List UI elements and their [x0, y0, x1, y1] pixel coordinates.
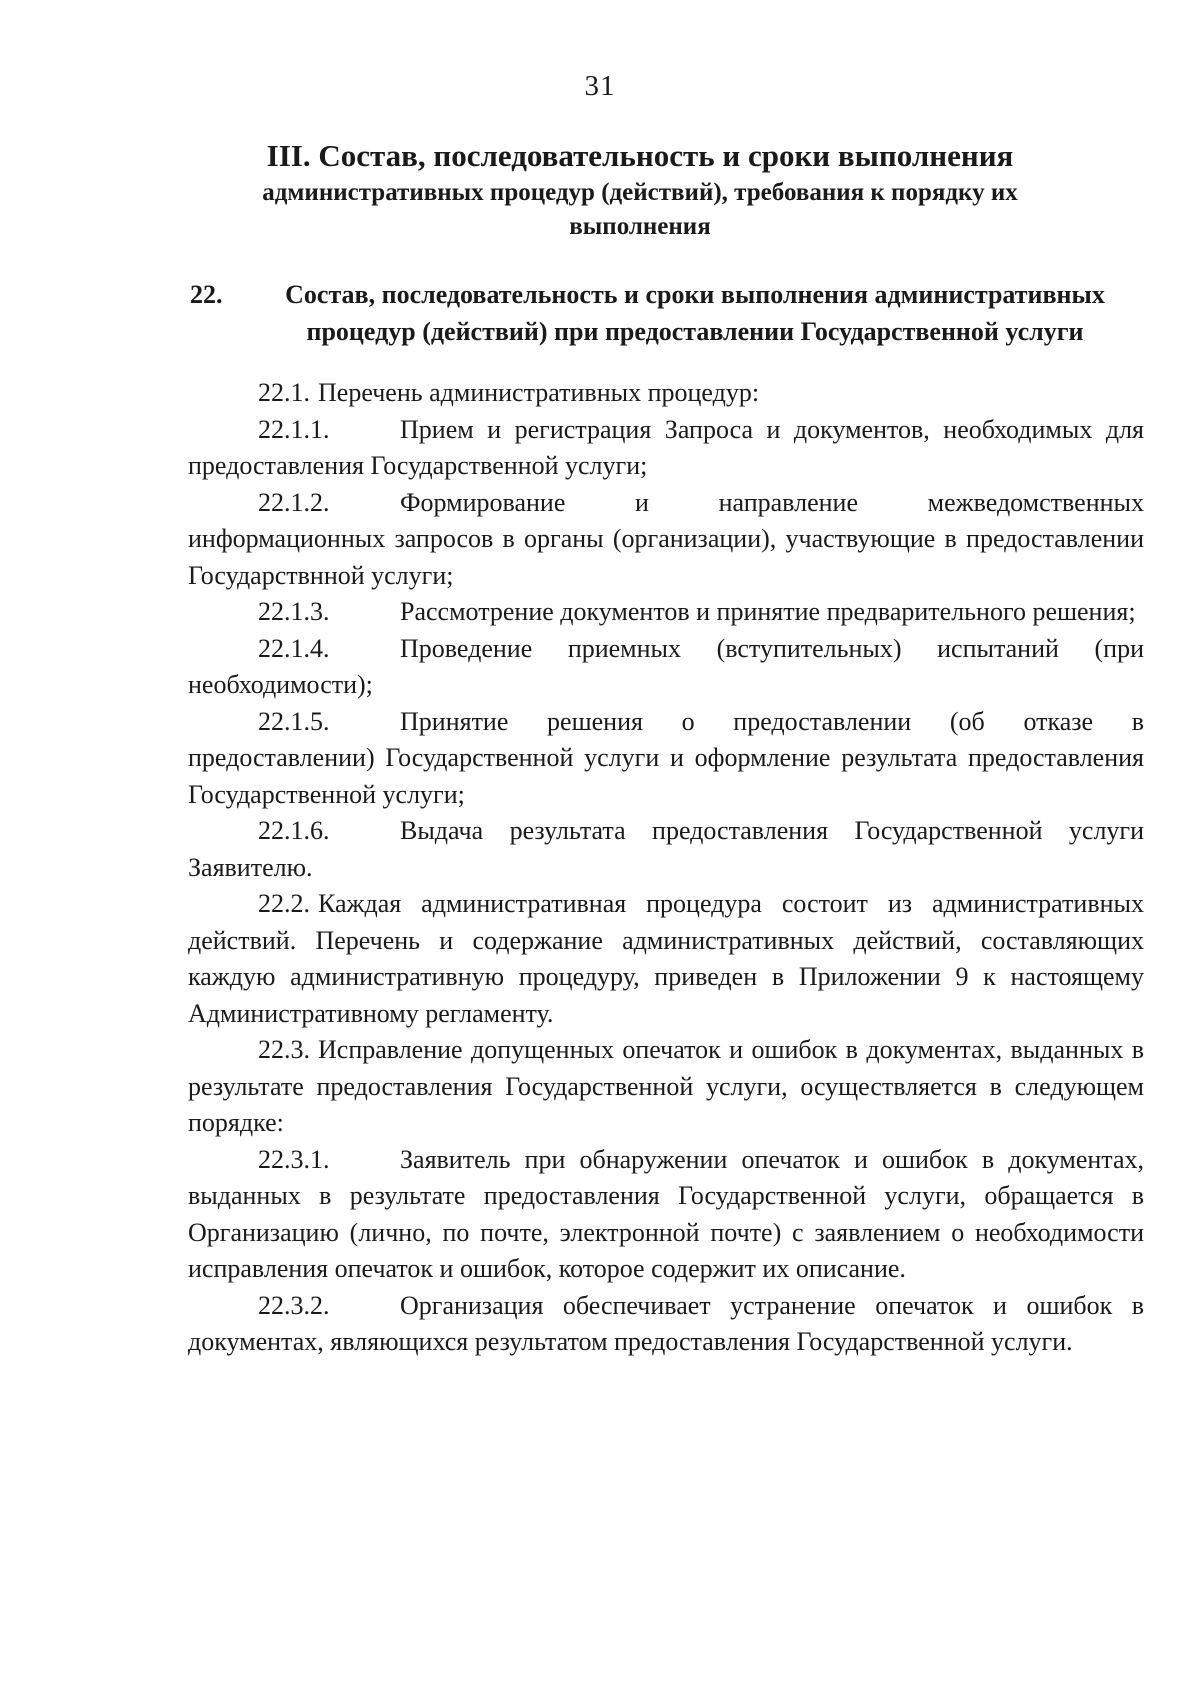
paragraph-text: Перечень административных процедур: — [318, 378, 760, 407]
section-heading-line-3: выполнения — [569, 213, 711, 240]
paragraph-text: Исправление допущенных опечаток и ошибок в документах, выданных в результате предоставления Государственной услуги, осуществляется в следующем порядке: — [188, 1035, 1144, 1137]
paragraph — [188, 886, 1144, 1032]
paragraph-text: Каждая административная процедура состоит из административных действий. Перечень и содержание административных действий, составляющих каждую административную процедуру, приведен в Приложении 9 к настоящему Административному регламенту. — [188, 889, 1144, 1028]
paragraph-number: 22.1.6. — [258, 816, 330, 845]
paragraph-number: 22.3. — [258, 1035, 310, 1064]
paragraph-number: 22.1. — [258, 378, 310, 407]
paragraph-text: Принятие решения о предоставлении (об отказе в предоставлении) Государственной услуги и оформление результата предоставления Государственной услуги; — [188, 706, 1144, 809]
paragraph — [188, 1142, 1144, 1288]
paragraph-text: Рассмотрение документов и принятие предварительного решения; — [400, 597, 1136, 626]
paragraph-number: 22.1.2. — [258, 487, 330, 517]
paragraph — [188, 485, 1144, 595]
paragraph-text: Организация обеспечивает устранение опечаток и ошибок в документах, являющихся результатом предоставления Государственной услуги. — [188, 1290, 1144, 1356]
paragraph — [188, 1288, 1144, 1361]
paragraph-number: 22.2. — [258, 889, 310, 918]
paragraph — [188, 375, 1144, 412]
paragraph-number: 22.3.2. — [258, 1290, 330, 1320]
paragraph-number: 22.1.4. — [258, 633, 330, 663]
paragraph-number: 22.1.1. — [258, 414, 330, 444]
paragraph-text: Выдача результата предоставления Государственной услуги Заявителю. — [188, 816, 1144, 882]
paragraph — [188, 594, 1144, 631]
section-heading — [180, 138, 1100, 244]
paragraph-text: Формирование и направление межведомственных информационных запросов в органы (организации), участвующие в предоставлении Государствнной услуги; — [188, 487, 1144, 590]
body-text — [188, 375, 1144, 1361]
paragraph-text: Проведение приемных (вступительных) испытаний (при необходимости); — [188, 633, 1144, 699]
paragraph-number: 22.1.3. — [258, 597, 330, 626]
page-number: 31 — [584, 70, 616, 102]
paragraph-number: 22.1.5. — [258, 706, 330, 736]
clause-heading-line-1: Состав, последовательность и сроки выполнения административных — [285, 280, 1105, 309]
paragraph — [188, 631, 1144, 704]
paragraph-number: 22.3.1. — [258, 1144, 330, 1174]
paragraph — [188, 813, 1144, 886]
paragraph — [188, 412, 1144, 485]
paragraph-text: Заявитель при обнаружении опечаток и ошибок в документах, выданных в результате предоставления Государственной услуги, обращается в Организацию (лично, по почте, электронной почте) с заявлением о необходимости исправления опечаток и ошибок, которое содержит их описание. — [188, 1144, 1144, 1283]
clause-number: 22. — [190, 280, 223, 309]
clause-heading-line-2: процедур (действий) при предоставлении Государственной услуги — [306, 317, 1084, 346]
section-heading-line-2: административных процедур (действий), требования к порядку их — [262, 179, 1018, 206]
paragraph-text: Прием и регистрация Запроса и документов, необходимых для предоставления Государственной услуги; — [188, 414, 1144, 480]
paragraph — [188, 704, 1144, 814]
paragraph — [188, 1032, 1144, 1142]
section-heading-line-1: III. Состав, последовательность и сроки выполнения — [266, 138, 1014, 173]
clause-heading — [190, 276, 1140, 350]
